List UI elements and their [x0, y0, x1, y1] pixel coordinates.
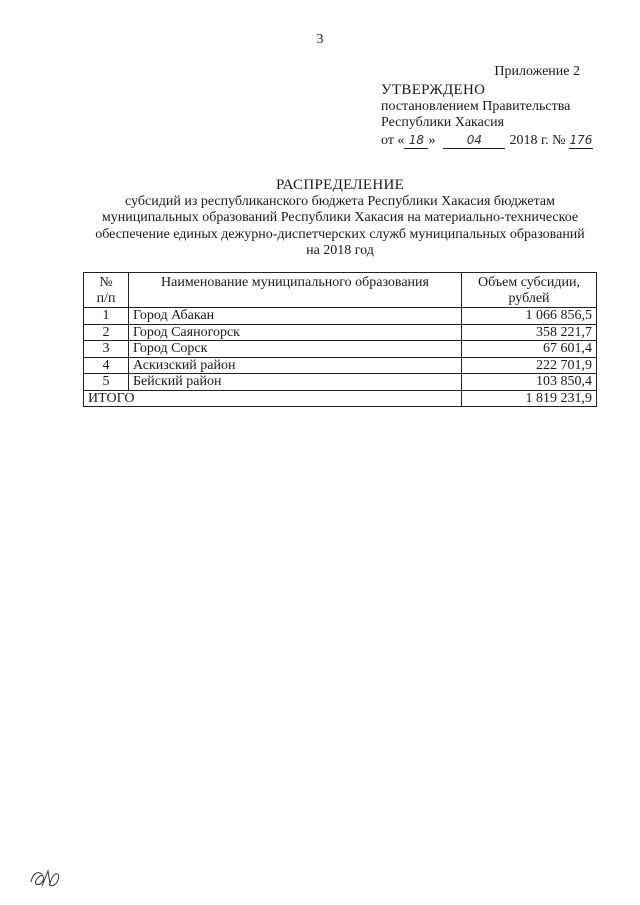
table-row: [84, 357, 597, 374]
row-number: 5: [84, 374, 129, 391]
table-row: [84, 341, 597, 358]
title-line-1: субсидий из республиканского бюджета Республики Хакасия бюджетам: [125, 193, 555, 209]
row-sum: 358 221,7: [462, 324, 597, 341]
header-sum-line-1: Объем субсидии,: [478, 275, 580, 290]
table-header-row: [84, 273, 597, 308]
header-number-line-2: п/п: [96, 290, 116, 306]
handwritten-month: 04: [443, 132, 505, 150]
row-number: 1: [84, 308, 129, 325]
date-day-suffix: »: [428, 132, 436, 148]
row-name: Город Саяногорск: [129, 324, 462, 341]
total-sum: 1 819 231,9: [462, 390, 597, 407]
row-number: 3: [84, 341, 129, 358]
row-name: Аскизский район: [129, 357, 462, 374]
row-name: Город Абакан: [129, 308, 462, 325]
handwritten-signature-mark: [28, 862, 62, 890]
row-name: Город Сорск: [129, 341, 462, 358]
title-line-3: обеспечение единых дежурно-диспетчерских служб муниципальных образований: [95, 226, 585, 242]
document-title: РАСПРЕДЕЛЕНИЕ: [275, 177, 405, 193]
title-line-4: на 2018 год: [306, 243, 374, 258]
header-number: [84, 273, 129, 308]
approval-date-line: [381, 132, 593, 150]
handwritten-day: 18: [404, 132, 428, 150]
header-sum-line-2: рублей: [508, 290, 550, 306]
table-row: [84, 374, 597, 391]
title-line-2: муниципальных образований Республики Хакасия на материально-техническое: [101, 210, 579, 225]
header-number-line-1: №: [99, 275, 113, 290]
handwritten-number: 176: [569, 132, 593, 150]
date-year-number: 2018 г. №: [509, 132, 566, 148]
table-row: [84, 308, 597, 325]
table-row: [84, 324, 597, 341]
date-prefix: от «: [381, 132, 405, 148]
document-title-block: [70, 177, 610, 260]
approval-line-1: постановлением Правительства: [381, 98, 571, 114]
distribution-table: [83, 272, 597, 407]
approval-block: [381, 82, 593, 149]
row-sum: 103 850,4: [462, 374, 597, 391]
table-total-row: [84, 390, 597, 407]
row-sum: 1 066 856,5: [462, 308, 597, 325]
appendix-label: Приложение 2: [494, 64, 580, 79]
approval-line-2: Республики Хакасия: [381, 115, 505, 130]
row-sum: 67 601,4: [462, 341, 597, 358]
total-label: ИТОГО: [84, 390, 462, 407]
approval-heading: УТВЕРЖДЕНО: [381, 82, 486, 98]
header-name: Наименование муниципального образования: [129, 273, 462, 308]
row-number: 2: [84, 324, 129, 341]
row-number: 4: [84, 357, 129, 374]
row-sum: 222 701,9: [462, 357, 597, 374]
header-sum: [462, 273, 597, 308]
page-number: 3: [316, 32, 324, 47]
row-name: Бейский район: [129, 374, 462, 391]
